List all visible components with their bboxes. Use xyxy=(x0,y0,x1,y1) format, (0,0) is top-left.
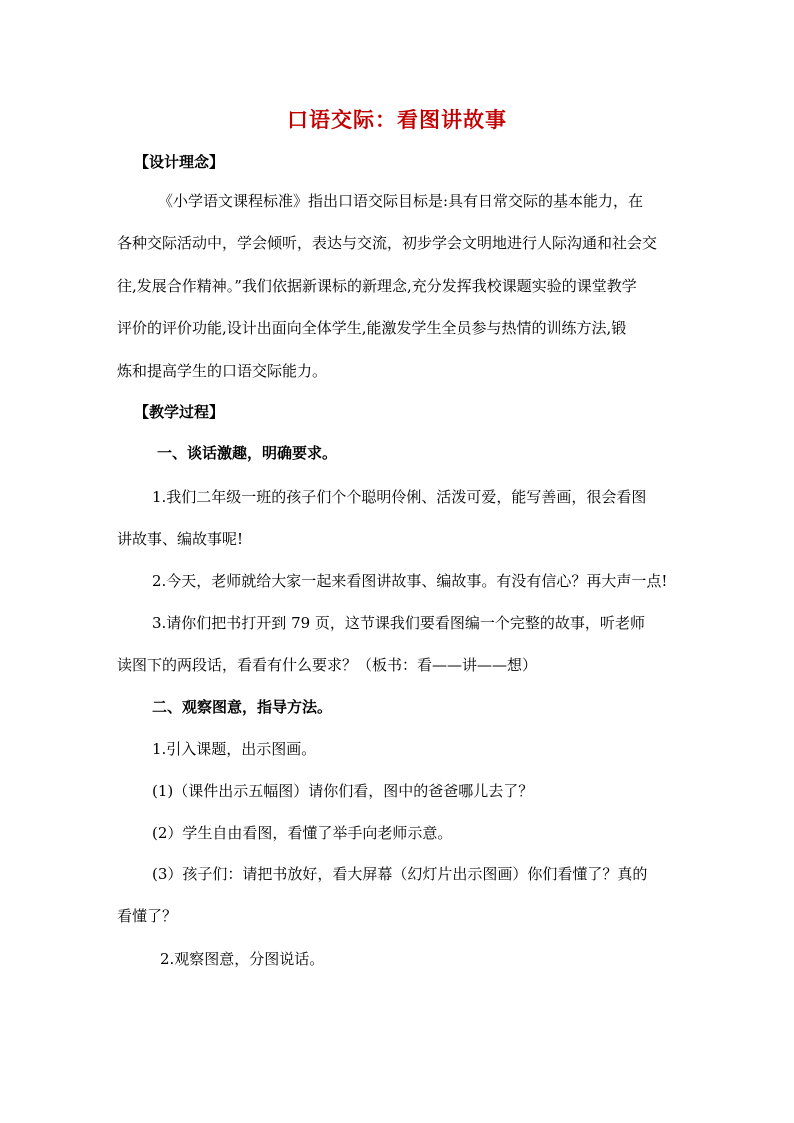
document-title: 口语交际：看图讲故事 xyxy=(287,107,507,132)
section-heading-design: 【设计理念】 xyxy=(134,153,225,171)
process-paragraph-line: (3）孩子们：请把书放好，看大屏幕（幻灯片出示图画）你们看懂了？真的 xyxy=(152,865,648,883)
design-paragraph-line: 各种交际活动中，学会倾听，表达与交流，初步学会文明地进行人际沟通和社会交 xyxy=(117,234,658,252)
process-paragraph-line: 2.观察图意，分图说话。 xyxy=(160,950,325,968)
process-paragraph-line: 看懂了？ xyxy=(117,907,178,925)
subsection-heading-1: 一、谈话激趣，明确要求。 xyxy=(157,444,338,462)
process-paragraph-line: 2.今天，老师就给大家一起来看图讲故事、编故事。有没有信心？再大声一点! xyxy=(152,572,668,590)
design-paragraph-line: 炼和提高学生的口语交际能力。 xyxy=(117,362,328,380)
process-paragraph-line: 讲故事、编故事呢! xyxy=(117,530,244,548)
process-paragraph-line: 3.请你们把书打开到 79 页，这节课我们要看图编一个完整的故事，听老师 xyxy=(152,614,645,632)
section-heading-process: 【教学过程】 xyxy=(134,403,225,421)
process-paragraph-line: 1.引入课题，出示图画。 xyxy=(152,740,317,758)
design-paragraph-line: 往,发展合作精神。”我们依据新课标的新理念,充分发挥我校课题实验的课堂教学 xyxy=(117,277,637,295)
subsection-heading-2: 二、观察图意，指导方法。 xyxy=(152,698,333,716)
design-paragraph-line: 《小学语文课程标准》指出口语交际目标是:具有日常交际的基本能力，在 xyxy=(158,192,644,210)
process-paragraph-line: 读图下的两段话，看看有什么要求？（板书：看——讲——想） xyxy=(117,656,538,674)
process-paragraph-line: 1.我们二年级一班的孩子们个个聪明伶俐、活泼可爱，能写善画，很会看图 xyxy=(152,488,647,506)
process-paragraph-line: (1)（课件出示五幅图）请你们看，图中的爸爸哪儿去了？ xyxy=(152,782,534,800)
design-paragraph-line: 评价的评价功能,设计出面向全体学生,能激发学生全员参与热情的训练方法,锻 xyxy=(117,319,627,337)
process-paragraph-line: (2）学生自由看图，看懂了举手向老师示意。 xyxy=(152,824,453,842)
